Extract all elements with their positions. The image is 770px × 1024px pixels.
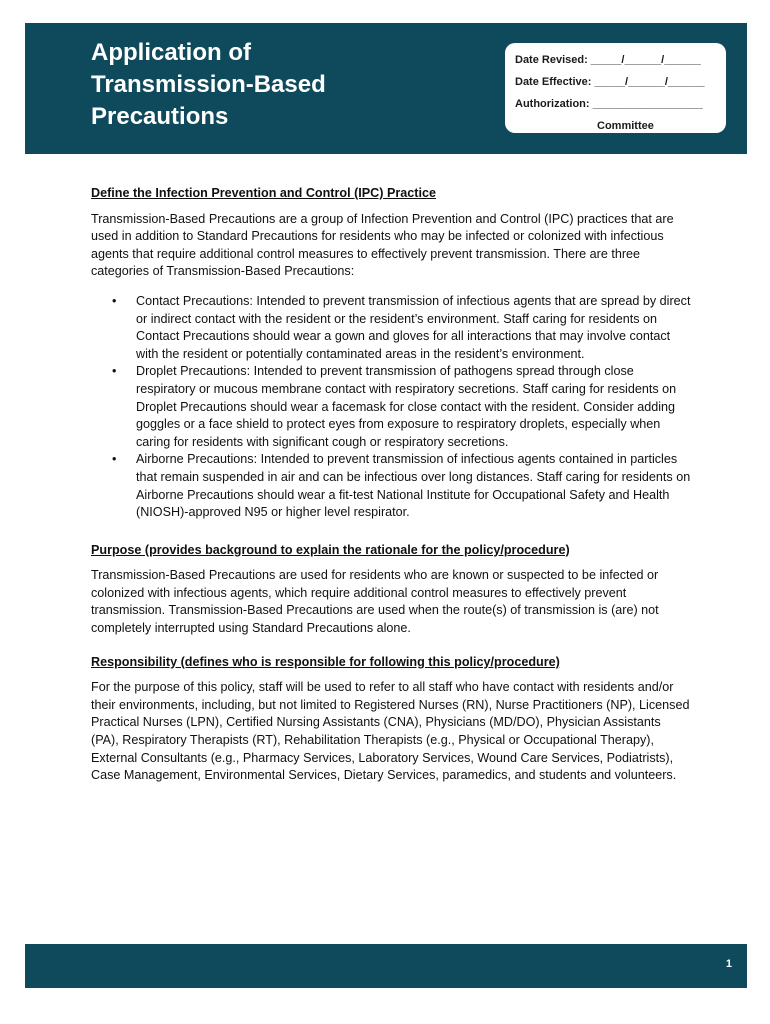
committee-label: Committee	[597, 120, 654, 132]
precautions-list	[91, 293, 691, 522]
purpose-body: Transmission-Based Precautions are used for residents who are known or suspected to be infected or colonized with infectious agents, which require additional control measures to effectively prevent transmission. Transmission-Based Precautions are used when the route(s) of transmission is (are) not completely interrupted using Standard Precautions alone.	[91, 568, 659, 636]
define-heading: Define the Infection Prevention and Control (IPC) Practice	[91, 186, 436, 200]
footer-band	[25, 944, 747, 988]
document-body	[91, 185, 691, 785]
bullet-icon: •	[112, 293, 117, 308]
revision-info-box	[505, 43, 726, 133]
responsibility-heading: Responsibility (defines who is responsible for following this policy/procedure)	[91, 654, 560, 669]
bullet-icon: •	[112, 364, 117, 379]
page-number: 1	[725, 958, 732, 970]
contact-precautions-text: Contact Precautions: Intended to prevent transmission of infectious agents that are spread by direct or indirect contact with the resident or the resident’s environment. Staff caring for residents on Contact Precautions should wear a gown and gloves for all interactions that may involve contact with the resident or potentially contaminated areas in the resident’s environment.	[136, 293, 691, 361]
airborne-precautions-text: Airborne Precautions: Intended to prevent transmission of infectious agents contained in particles that remain suspended in air and can be infectious over long distances. Staff caring for residents on Airborne Precautions should wear a fit-test National Institute for Occupational Safety and Health (NIOSH)-approved N95 or higher level respirator.	[136, 452, 691, 520]
date-effective: Date Effective: _____/______/______	[515, 76, 705, 88]
bullet-icon: •	[112, 452, 117, 467]
list-item	[91, 293, 691, 363]
title-line-3: Precautions	[91, 103, 229, 130]
purpose-heading: Purpose (provides background to explain the rationale for the policy/procedure)	[91, 542, 570, 557]
responsibility-body: For the purpose of this policy, staff will be used to refer to all staff who have contact with residents and/or their environments, including, but not limited to Registered Nurses (RN), Nurse Practitioners (NP), Licensed Practical Nurses (LPN), Certified Nursing Assistants (CNA), Physicians (MD/DO), Physician Assistants (PA), Respiratory Therapists (RT), Rehabilitation Therapists (e.g., Physical or Occupational Therapy), External Consultants (e.g., Pharmacy Services, Laboratory Services, Wound Care Services, Podiatrists), Case Management, Environmental Services, Dietary Services, paramedics, and students and volunteers.	[91, 680, 690, 783]
define-intro: Transmission-Based Precautions are a group of Infection Prevention and Control (IPC) practices that are used in addition to Standard Precautions for residents who may be infected or colonized with infectious agents that require additional control measures to effectively prevent transmission. There are three categories of Transmission-Based Precautions:	[91, 211, 674, 279]
header-band	[25, 23, 747, 154]
title-line-1: Application of	[91, 39, 251, 66]
title-line-2: Transmission-Based	[91, 71, 326, 98]
document-title	[91, 37, 421, 133]
list-item	[91, 451, 691, 521]
authorization: Authorization: __________________	[515, 98, 703, 110]
date-revised: Date Revised: _____/______/______	[515, 54, 701, 66]
list-item	[91, 363, 691, 451]
droplet-precautions-text: Droplet Precautions: Intended to prevent transmission of pathogens spread through close respiratory or mucous membrane contact with respiratory secretions. Staff caring for residents on Droplet Precautions should wear a facemask for close contact with the resident. Consider adding goggles or a face shield to protect eyes from exposure to respiratory droplets, especially when caring for residents with significant cough or respiratory secretions.	[136, 364, 677, 449]
